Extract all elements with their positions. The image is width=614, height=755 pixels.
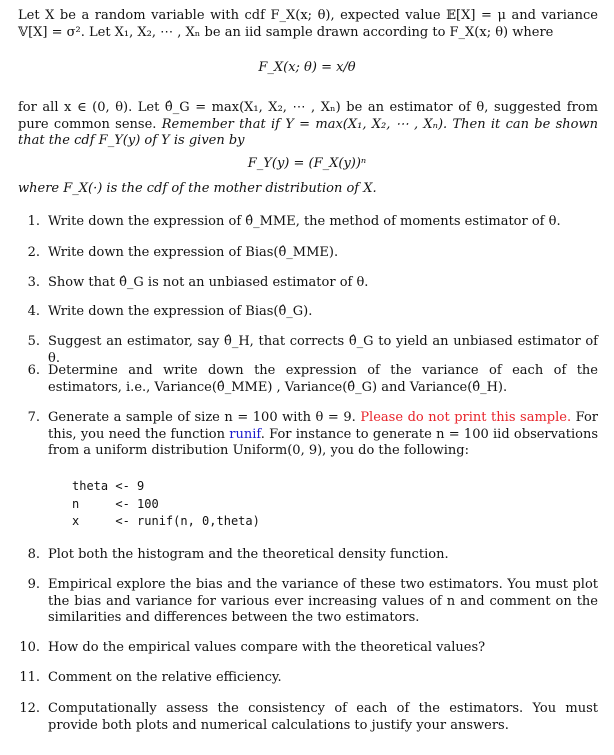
item-number: 1. [27,214,40,229]
intro-p2-italic: Remember that if Y = max(X₁, X₂, ⋯ , Xₙ). Then it can be shown that the cdf F_Y(y) of Y is given by [18,116,598,148]
item-number: 4. [27,304,40,319]
item-number: 5. [27,334,40,349]
item-text: Write down the expression of Bias(θ̂_G). [48,304,313,319]
intro-paragraph-2 [18,100,598,150]
item-text: Suggest an estimator, say θ̂_H, that corrects θ̂_G to yield an unbiased estimator of θ. [48,334,598,366]
intro-paragraph-3: where F_X(·) is the cdf of the mother distribution of X. [18,181,377,196]
item-7-text-a: Generate a sample of size n = 100 with θ = 9. [48,410,356,425]
item-text: Empirical explore the bias and the variance of these two estimators. You must plot the bias and variance for various ever increasing values of n and comment on the similarities and differences between the two estimators. [48,577,598,625]
intro-paragraph-1: Let X be a random variable with cdf F_X(x; θ), expected value 𝔼[X] = μ and variance 𝕍[X] = σ². Let X₁, X₂, ⋯ , Xₙ be an iid sample drawn according to F_X(x; θ) where [18,8,598,40]
item-7-text-b: For this, you need the function [48,410,598,442]
equation-cdf-y: F_Y(y) = (F_X(y))ⁿ [247,156,367,171]
item-text [48,410,598,460]
item-number: 3. [27,275,40,290]
item-text: Show that θ̂_G is not an unbiased estimator of θ. [48,275,369,290]
intro-p2-text: for all x ∈ (0, θ). Let θ̂_G = max(X₁, X₂, ⋯ , Xₙ) be an estimator of θ, suggested from pure common sense. [18,100,598,132]
item-text: Write down the expression of θ̂_MME, the method of moments estimator of θ. [48,214,561,229]
item-7-warning: Please do not print this sample. [360,410,572,425]
item-text: Plot both the histogram and the theoretical density function. [48,547,449,562]
item-number: 9. [27,577,40,592]
code-line-1: theta <- 9 [72,479,145,493]
item-number: 2. [27,245,40,260]
runif-link[interactable]: runif [229,426,261,442]
item-number: 10. [19,640,40,655]
code-line-2: n <- 100 [72,496,159,511]
item-text: How do the empirical values compare with the theoretical values? [48,640,486,655]
item-number: 11. [19,670,40,685]
item-7-text-c: . For instance to generate n = 100 iid observations from a uniform distribution Uniform(0, 9), you do the following: [48,426,598,458]
item-text: Computationally assess the consistency of each of the estimators. You must provide both plots and numerical calculations to justify your answers. [48,701,598,733]
item-text: Write down the expression of Bias(θ̂_MME). [48,245,339,260]
equation-cdf-x: F_X(x; θ) = x/θ [258,60,356,75]
item-number: 8. [27,547,40,562]
item-number: 7. [27,410,40,425]
code-block [72,478,260,531]
item-number: 12. [19,701,40,716]
item-text: Comment on the relative efficiency. [48,670,282,685]
code-line-3: x <- runif(n, 0,theta) [72,514,260,528]
item-number: 6. [27,363,40,378]
item-text: Determine and write down the expression of the variance of each of the estimators, i.e., Variance(θ̂_MME) , Variance(θ̂_G) and Variance(θ̂_H). [48,363,598,395]
